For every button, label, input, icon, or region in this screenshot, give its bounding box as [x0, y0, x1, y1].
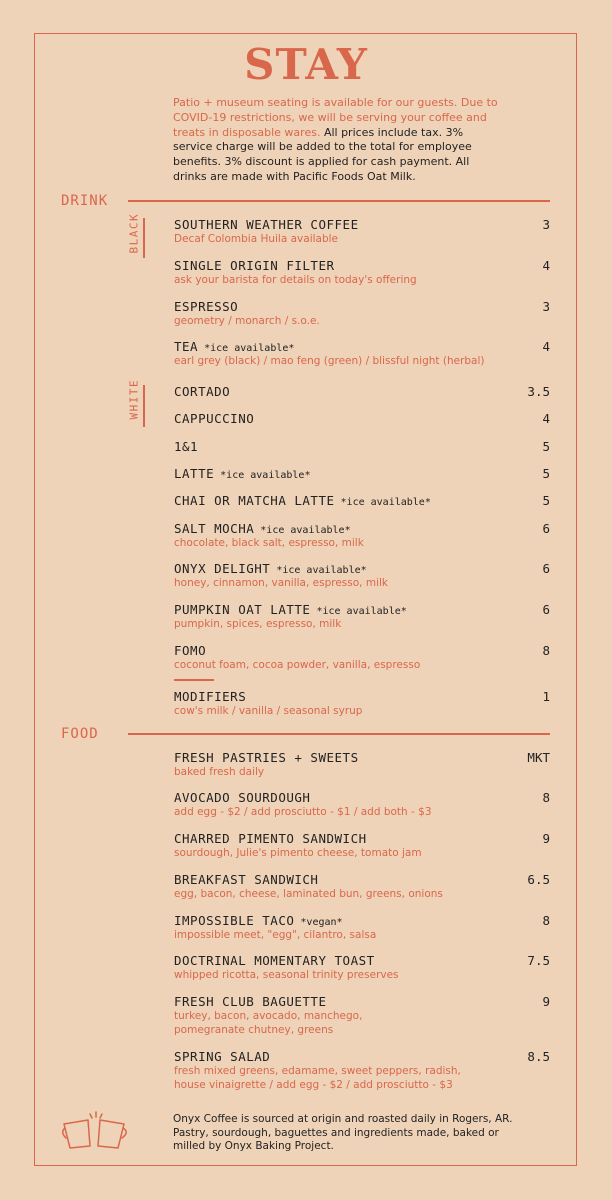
cheers-cups-icon — [60, 1110, 132, 1156]
item-price: 3 — [542, 217, 550, 232]
food-item — [174, 994, 550, 1037]
modifiers-divider — [174, 679, 214, 681]
section-drink-label: DRINK — [61, 193, 109, 209]
drink-white-item — [174, 384, 550, 399]
item-description: turkey, bacon, avocado, manchego, pomegranate chutney, greens — [174, 1010, 363, 1036]
food-item — [174, 790, 550, 820]
item-price: 8 — [542, 643, 550, 658]
food-item — [174, 913, 550, 943]
item-name: CAPPUCCINO — [174, 411, 255, 426]
item-price: MKT — [527, 750, 550, 765]
item-name: LATTE *ice available* — [174, 466, 311, 481]
item-price: 7.5 — [527, 953, 550, 968]
item-description: egg, bacon, cheese, laminated bun, greens, onions — [174, 888, 443, 900]
subsection-white-bar — [143, 385, 145, 427]
item-description: add egg - $2 / add prosciutto - $1 / add both - $3 — [174, 806, 432, 818]
item-note: *ice available* — [214, 470, 311, 481]
food-item — [174, 1049, 550, 1092]
item-name: SOUTHERN WEATHER COFFEE — [174, 217, 359, 232]
item-description: ask your barista for details on today's offering — [174, 274, 417, 286]
item-name: ONYX DELIGHT *ice available* — [174, 561, 367, 576]
item-name: FRESH CLUB BAGUETTE — [174, 994, 327, 1009]
item-note: *ice available* — [310, 606, 407, 617]
item-note: *ice available* — [270, 565, 367, 576]
item-price: 4 — [542, 411, 550, 426]
item-price: 6 — [542, 602, 550, 617]
section-drink-rule — [128, 200, 550, 202]
item-description: honey, cinnamon, vanilla, espresso, milk — [174, 577, 388, 589]
item-price: 3 — [542, 299, 550, 314]
item-note: *ice available* — [254, 525, 351, 536]
item-description: coconut foam, cocoa powder, vanilla, espresso — [174, 659, 421, 671]
item-name: MODIFIERS — [174, 689, 247, 704]
item-description: fresh mixed greens, edamame, sweet peppers, radish, house vinaigrette / add egg - $2 / add prosciutto - $3 — [174, 1065, 461, 1091]
drink-white-item — [174, 466, 550, 481]
item-description: cow's milk / vanilla / seasonal syrup — [174, 705, 363, 717]
food-item — [174, 750, 550, 780]
intro-text — [173, 96, 503, 185]
item-price: 9 — [542, 831, 550, 846]
item-price: 3.5 — [527, 384, 550, 399]
food-item — [174, 872, 550, 902]
item-price: 8.5 — [527, 1049, 550, 1064]
item-price: 6 — [542, 561, 550, 576]
drink-black-item — [174, 299, 550, 329]
intro-highlight: Patio + museum seating is available for our guests. Due to COVID-19 restrictions, we will be serving your coffee and treats in disposable wares. — [173, 96, 498, 139]
item-price: 6 — [542, 521, 550, 536]
drink-black-item — [174, 258, 550, 288]
drink-black-item — [174, 217, 550, 247]
item-description: baked fresh daily — [174, 766, 265, 778]
section-food-label: FOOD — [61, 726, 99, 742]
item-price: 5 — [542, 493, 550, 508]
drink-white-item — [174, 561, 550, 591]
item-description: whipped ricotta, seasonal trinity preserves — [174, 969, 399, 981]
subsection-black-label: BLACK — [127, 212, 141, 254]
drink-white-item — [174, 521, 550, 551]
item-description: Decaf Colombia Huila available — [174, 233, 339, 245]
item-price: 8 — [542, 913, 550, 928]
subsection-white-label: WHITE — [127, 378, 141, 420]
item-price: 9 — [542, 994, 550, 1009]
item-price: 4 — [542, 258, 550, 273]
item-name: CORTADO — [174, 384, 231, 399]
food-item — [174, 953, 550, 983]
item-name: DOCTRINAL MOMENTARY TOAST — [174, 953, 375, 968]
modifier-item — [174, 689, 550, 719]
drink-white-item — [174, 493, 550, 508]
item-description: geometry / monarch / s.o.e. — [174, 315, 320, 327]
item-description: sourdough, Julie's pimento cheese, tomato jam — [174, 847, 422, 859]
drink-white-item — [174, 602, 550, 632]
item-price: 8 — [542, 790, 550, 805]
item-price: 4 — [542, 339, 550, 354]
drink-white-item — [174, 439, 550, 454]
item-price: 5 — [542, 439, 550, 454]
section-food-rule — [128, 733, 550, 735]
intro-body: All prices include tax. 3% service charge will be added to the total for employee benefits. 3% discount is applied for cash payment. All drinks are made with Pacific Foods Oat Milk. — [173, 125, 472, 183]
food-item — [174, 831, 550, 861]
item-name: CHAI OR MATCHA LATTE *ice available* — [174, 493, 431, 508]
item-name: CHARRED PIMENTO SANDWICH — [174, 831, 367, 846]
item-name: PUMPKIN OAT LATTE *ice available* — [174, 602, 407, 617]
item-name: BREAKFAST SANDWICH — [174, 872, 319, 887]
item-name: ESPRESSO — [174, 299, 239, 314]
item-description: pumpkin, spices, espresso, milk — [174, 618, 342, 630]
item-name: SALT MOCHA *ice available* — [174, 521, 351, 536]
item-description: earl grey (black) / mao feng (green) / blissful night (herbal) — [174, 355, 485, 367]
item-name: IMPOSSIBLE TACO *vegan* — [174, 913, 343, 928]
subsection-black-bar — [143, 218, 145, 258]
item-price: 6.5 — [527, 872, 550, 887]
drink-black-item — [174, 339, 550, 369]
drink-white-item — [174, 411, 550, 426]
item-note: *ice available* — [198, 343, 295, 354]
menu-title: STAY — [244, 40, 368, 89]
item-note: *ice available* — [334, 497, 431, 508]
item-description: impossible meet, "egg", cilantro, salsa — [174, 929, 377, 941]
item-name: FRESH PASTRIES + SWEETS — [174, 750, 359, 765]
item-price: 1 — [542, 689, 550, 704]
item-name: AVOCADO SOURDOUGH — [174, 790, 311, 805]
item-name: TEA *ice available* — [174, 339, 295, 354]
item-note: *vegan* — [294, 917, 343, 928]
item-price: 5 — [542, 466, 550, 481]
footer-note: Onyx Coffee is sourced at origin and roasted daily in Rogers, AR. Pastry, sourdough, baguettes and ingredients made, baked or milled by Onyx Baking Project. — [173, 1113, 513, 1152]
item-name: FOMO — [174, 643, 207, 658]
item-name: SINGLE ORIGIN FILTER — [174, 258, 335, 273]
drink-white-item — [174, 643, 550, 673]
item-description: chocolate, black salt, espresso, milk — [174, 537, 364, 549]
item-name: SPRING SALAD — [174, 1049, 271, 1064]
item-name: 1&1 — [174, 439, 199, 454]
